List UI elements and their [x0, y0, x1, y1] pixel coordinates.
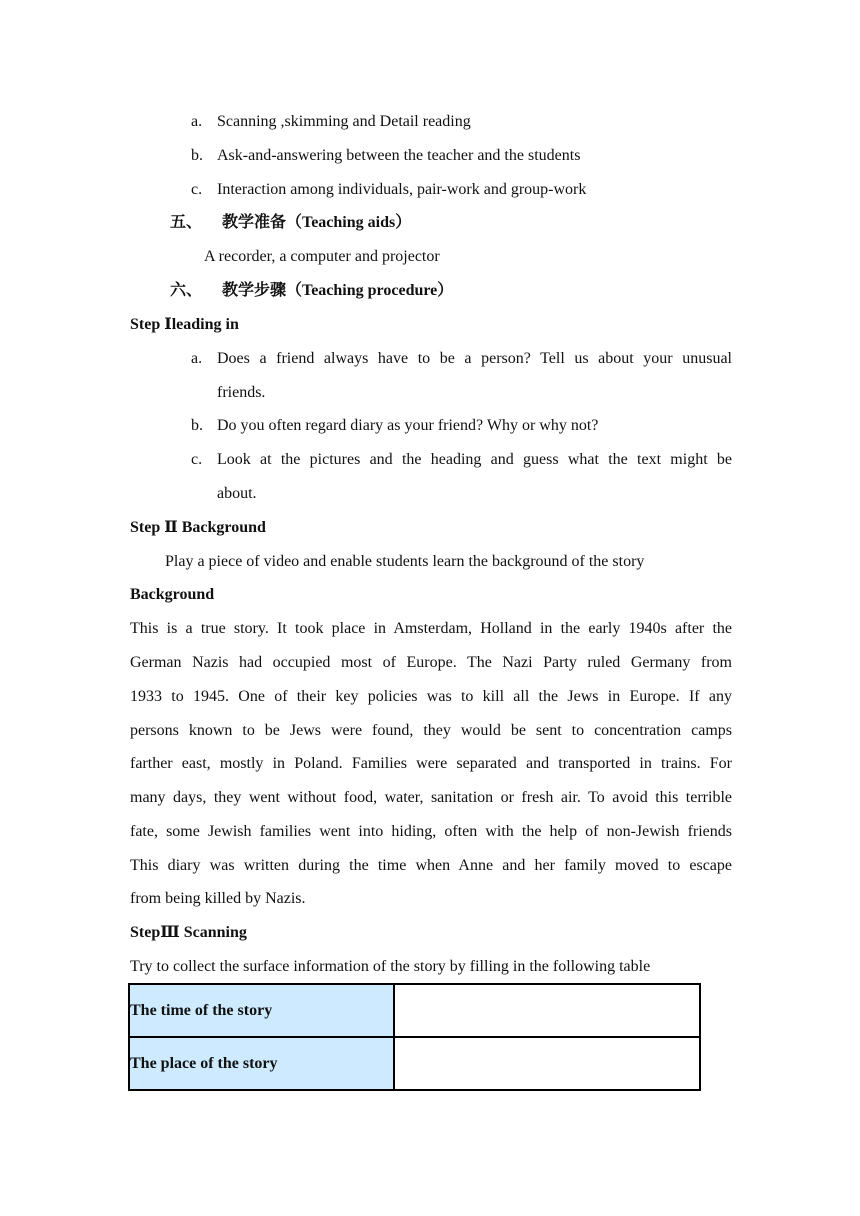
step-1-item-b-label: b.: [191, 417, 203, 434]
background-paragraph-line: German Nazis had occupied most of Europe. The Nazi Party ruled Germany from: [130, 654, 732, 671]
list-text: Interaction among individuals, pair-work and group-work: [217, 181, 587, 198]
step-1-heading: Step Ⅰleading in: [130, 316, 239, 333]
step-1-item-c-label: c.: [191, 451, 203, 468]
step-1-item-a-text-cont: friends.: [217, 384, 266, 401]
background-paragraph-line: 1933 to 1945. One of their key policies was to kill all the Jews in Europe. If any: [130, 688, 732, 705]
story-info-table: [128, 983, 701, 1091]
table-row: [129, 984, 700, 1037]
list-label: c.: [191, 181, 203, 198]
section-number: 五、: [170, 214, 203, 231]
teaching-aids-text: A recorder, a computer and projector: [204, 248, 440, 265]
background-paragraph-line: This diary was written during the time when Anne and her family moved to escape: [130, 857, 732, 874]
method-item-c: [191, 180, 586, 200]
step-3-intro: Try to collect the surface information of the story by filling in the following table: [130, 958, 651, 975]
method-item-a: [191, 112, 471, 132]
list-text: Ask-and-answering between the teacher and the students: [217, 147, 581, 164]
method-item-b: [191, 146, 580, 166]
background-paragraph-line: from being killed by Nazis.: [130, 890, 306, 907]
table-row: [129, 1037, 700, 1090]
step-2-intro: Play a piece of video and enable students learn the background of the story: [165, 553, 645, 570]
section-title: 教学步骤（Teaching procedure）: [222, 282, 454, 299]
section-title: 教学准备（Teaching aids）: [222, 214, 412, 231]
step-2-heading: Step Ⅱ Background: [130, 519, 266, 536]
step-1-item-c-text-cont: about.: [217, 485, 257, 502]
step-1-item-c-text: Look at the pictures and the heading and guess what the text might be: [217, 451, 732, 468]
step-3-heading: StepⅢ Scanning: [130, 924, 247, 941]
table-answer-cell[interactable]: [394, 1037, 700, 1090]
background-paragraph-line: farther east, mostly in Poland. Families were separated and transported in trains. For: [130, 755, 732, 772]
list-label: a.: [191, 113, 203, 130]
background-paragraph-line: fate, some Jewish families went into hiding, often with the help of non-Jewish friends: [130, 823, 732, 840]
step-1-item-a-label: a.: [191, 350, 203, 367]
section-number: 六、: [170, 282, 203, 299]
section-heading-teaching-procedure: [170, 281, 453, 301]
background-heading: Background: [130, 586, 215, 603]
table-header-cell: The place of the story: [129, 1037, 394, 1090]
section-heading-teaching-aids: [170, 213, 411, 233]
step-1-item-a-text: Does a friend always have to be a person? Tell us about your unusual: [217, 350, 732, 367]
background-paragraph-line: This is a true story. It took place in Amsterdam, Holland in the early 1940s after the: [130, 620, 732, 637]
table-answer-cell[interactable]: [394, 984, 700, 1037]
table-header-cell: The time of the story: [129, 984, 394, 1037]
step-1-item-b-text: Do you often regard diary as your friend? Why or why not?: [217, 417, 599, 434]
list-label: b.: [191, 147, 203, 164]
background-paragraph-line: many days, they went without food, water, sanitation or fresh air. To avoid this terrible: [130, 789, 732, 806]
list-text: Scanning ,skimming and Detail reading: [217, 113, 471, 130]
background-paragraph-line: persons known to be Jews were found, they would be sent to concentration camps: [130, 722, 732, 739]
